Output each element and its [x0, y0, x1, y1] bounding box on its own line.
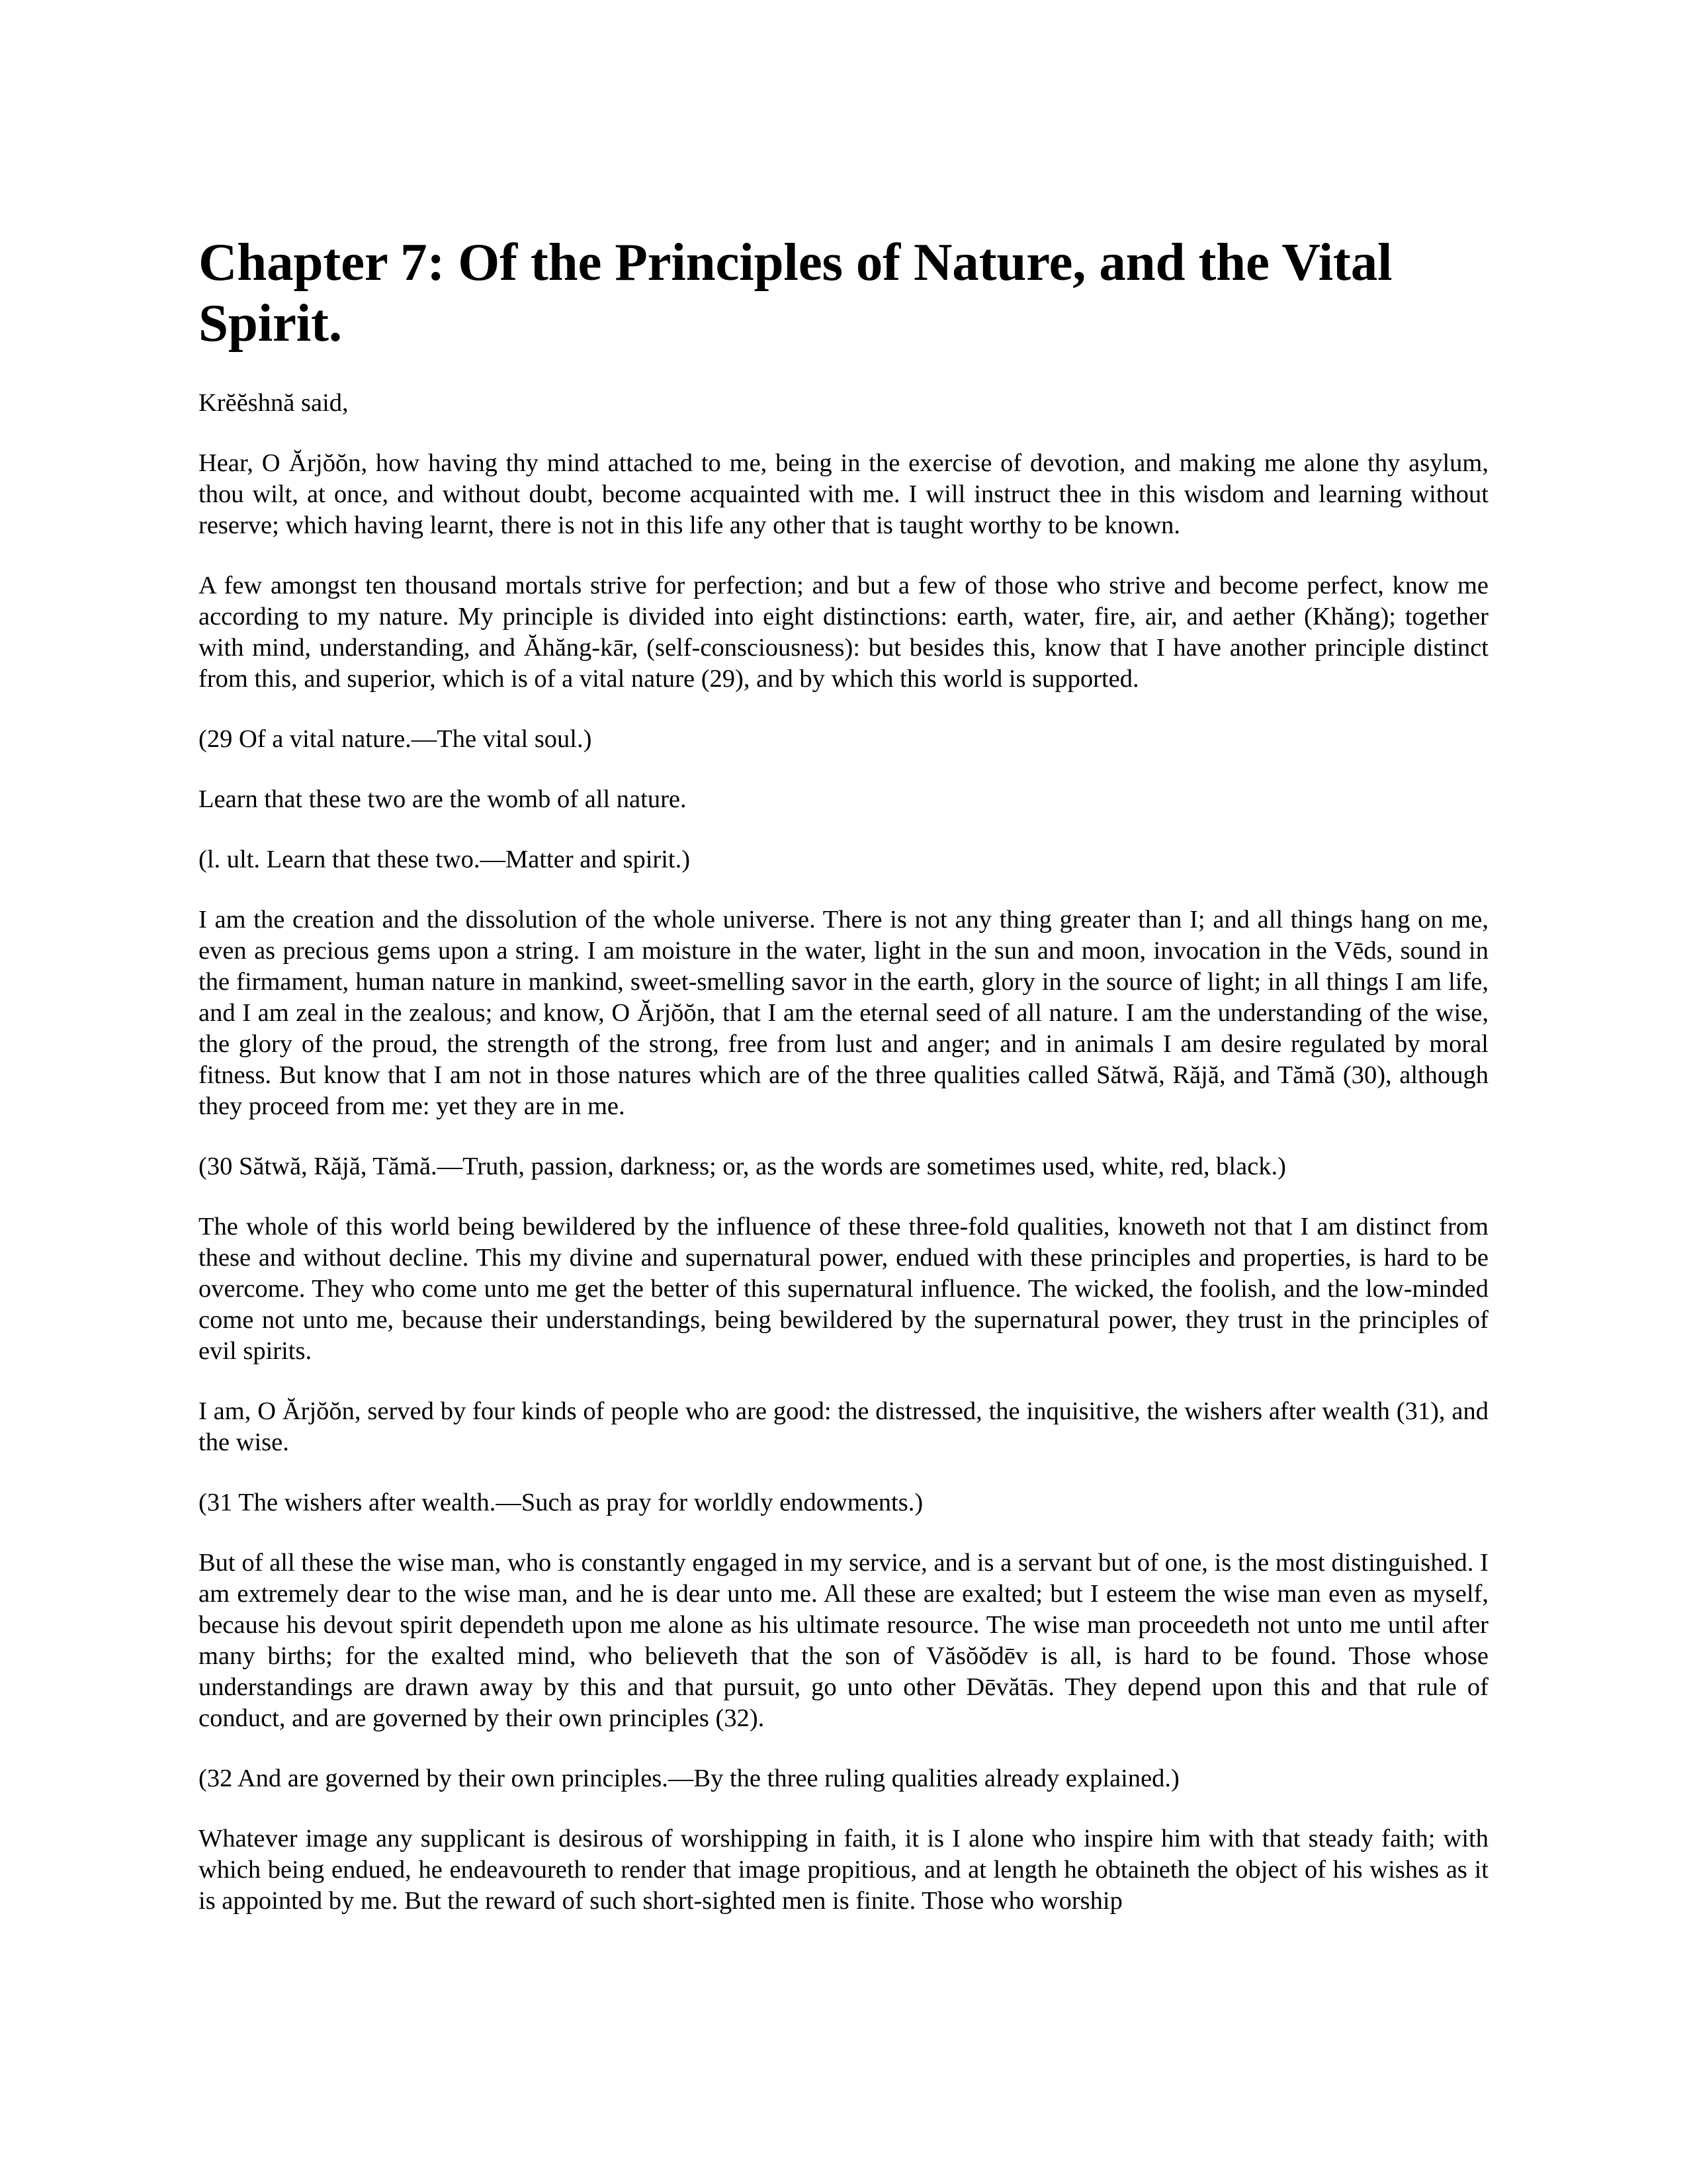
paragraph: But of all these the wise man, who is constantly engaged in my service, and is a servant but of one, is the most distinguished. I am extremely dear to the wise man, and he is dear unto me. All these are exalted; but I esteem the wise man even as myself, because his devout spirit dependeth upon me alone as his ultimate resource. The wise man proceedeth not unto me until after many births; for the exalted mind, who believeth that the son of Văsŏŏdēv is all, is hard to be found. Those whose understandings are drawn away by this and that pursuit, go unto other Dēvătās. They depend upon this and that rule of conduct, and are governed by their own principles (32).	[198, 1549, 1489, 1732]
footnote: (32 And are governed by their own principles.—By the three ruling qualities already explained.)	[198, 1765, 1180, 1792]
footnote: (29 Of a vital nature.—The vital soul.)	[198, 725, 592, 753]
paragraph: I am the creation and the dissolution of the whole universe. There is not any thing greater than I; and all things hang on me, even as precious gems upon a string. I am moisture in the water, light in the sun and moon, invocation in the Vēds, sound in the firmament, human nature in mankind, sweet-smelling savor in the earth, glory in the source of light; in all things I am life, and I am zeal in the zealous; and know, O Ărjŏŏn, that I am the eternal seed of all nature. I am the understanding of the wise, the glory of the proud, the strength of the strong, free from lust and anger; and in animals I am desire regulated by moral fitness. But know that I am not in those natures which are of the three qualities called Sătwă, Răjă, and Tămă (30), although they proceed from me: yet they are in me.	[198, 906, 1489, 1120]
paragraph: A few amongst ten thousand mortals strive for perfection; and but a few of those who strive and become perfect, know me according to my nature. My principle is divided into eight distinctions: earth, water, fire, air, and aether (Khăng); together with mind, understanding, and Ăhăng-kār, (self-consciousness): but besides this, know that I have another principle distinct from this, and superior, which is of a vital nature (29), and by which this world is supported.	[198, 572, 1489, 693]
chapter-title: Chapter 7: Of the Principles of Nature, and the Vital Spirit.	[198, 232, 1393, 353]
paragraph: The whole of this world being bewildered by the influence of these three-fold qualities, knoweth not that I am distinct from these and without decline. This my divine and supernatural power, endued with these principles and properties, is hard to be overcome. They who come unto me get the better of this supernatural influence. The wicked, the foolish, and the low-minded come not unto me, because their understandings, being bewildered by the supernatural power, they trust in the principles of evil spirits.	[198, 1213, 1489, 1365]
footnote: (30 Sătwă, Răjă, Tămă.—Truth, passion, darkness; or, as the words are sometimes used, white, red, black.)	[198, 1153, 1286, 1180]
paragraph: I am, O Ărjŏŏn, served by four kinds of people who are good: the distressed, the inquisitive, the wishers after wealth (31), and the wise.	[198, 1397, 1489, 1456]
speaker-line: Krĕĕshnă said,	[198, 389, 349, 417]
footnote: (l. ult. Learn that these two.—Matter and spirit.)	[198, 846, 691, 873]
document-page	[198, 232, 1489, 1946]
paragraph: Whatever image any supplicant is desirous of worshipping in faith, it is I alone who inspire him with that steady faith; with which being endued, he endeavoureth to render that image propitious, and at length he obtaineth the object of his wishes as it is appointed by me. But the reward of such short-sighted men is finite. Those who worship	[198, 1825, 1489, 1915]
paragraph: Hear, O Ărjŏŏn, how having thy mind attached to me, being in the exercise of devotion, and making me alone thy asylum, thou wilt, at once, and without doubt, become acquainted with me. I will instruct thee in this wisdom and learning without reserve; which having learnt, there is not in this life any other that is taught worthy to be known.	[198, 449, 1489, 539]
footnote: (31 The wishers after wealth.—Such as pray for worldly endowments.)	[198, 1489, 924, 1516]
paragraph: Learn that these two are the womb of all nature.	[198, 785, 687, 813]
